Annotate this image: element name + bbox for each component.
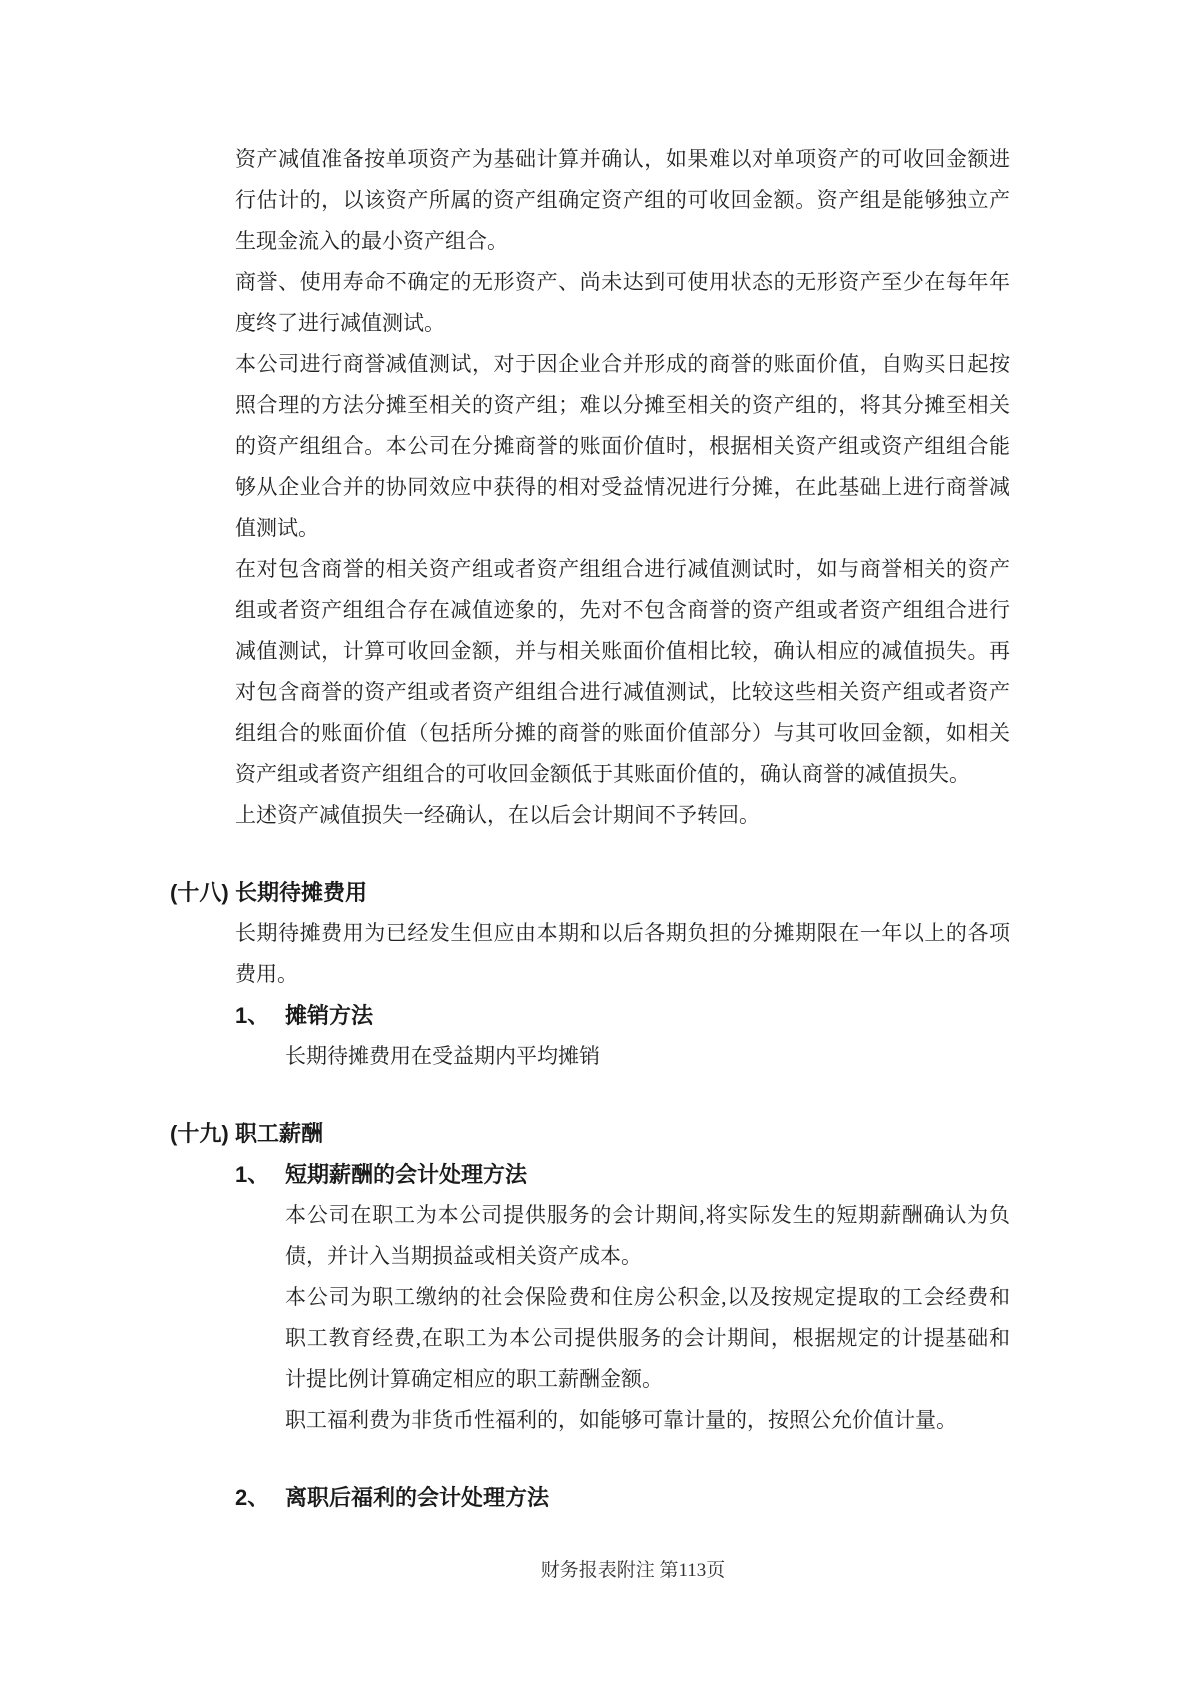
section-label: (十九): [170, 1121, 229, 1146]
item-title: 短期薪酬的会计处理方法: [285, 1162, 528, 1187]
text-line: 的资产组组合。本公司在分摊商誉的账面价值时，根据相关资产组或资产组组合能: [235, 434, 1010, 458]
item-title: 摊销方法: [285, 1003, 374, 1028]
paragraph: [235, 549, 1010, 795]
sub-paragraph: [285, 1277, 1010, 1400]
text-line: 减值测试，计算可收回金额，并与相关账面价值相比较，确认相应的减值损失。再: [235, 639, 1010, 663]
text-line: 够从企业合并的协同效应中获得的相对受益情况进行分摊，在此基础上进行商誉减: [235, 475, 1010, 499]
text-line: 行估计的，以该资产所属的资产组确定资产组的可收回金额。资产组是能够独立产: [235, 188, 1010, 212]
item-number: 2、: [235, 1485, 270, 1510]
text-line: 费用。: [235, 962, 298, 986]
item-number: 1、: [235, 1003, 270, 1028]
text-line: 照合理的方法分摊至相关的资产组；难以分摊至相关的资产组的，将其分摊至相关: [235, 393, 1010, 417]
text-line: 债，并计入当期损益或相关资产成本。: [285, 1244, 642, 1268]
item-title: 离职后福利的会计处理方法: [285, 1485, 550, 1510]
text-line: 本公司为职工缴纳的社会保险费和住房公积金,以及按规定提取的工会经费和: [285, 1285, 1010, 1309]
sub-paragraph: [285, 1400, 1010, 1441]
text-line: 值测试。: [235, 516, 319, 540]
paragraph: [235, 344, 1010, 549]
text-line: 生现金流入的最小资产组合。: [235, 229, 508, 253]
text-line: 职工福利费为非货币性福利的，如能够可靠计量的，按照公允价值计量。: [285, 1408, 957, 1432]
text-line: 对包含商誉的资产组或者资产组组合进行减值测试，比较这些相关资产组或者资产: [235, 680, 1010, 704]
text-line: 长期待摊费用为已经发生但应由本期和以后各期负担的分摊期限在一年以上的各项: [235, 921, 1010, 945]
paragraph: [235, 795, 1010, 836]
numbered-heading: [235, 1154, 1200, 1195]
text-line: 上述资产减值损失一经确认，在以后会计期间不予转回。: [235, 803, 760, 827]
text-line: 计提比例计算确定相应的职工薪酬金额。: [285, 1367, 663, 1391]
page-footer: 财务报表附注 第113页: [540, 1560, 726, 1581]
numbered-heading: [235, 995, 1200, 1036]
text-line: 本公司在职工为本公司提供服务的会计期间,将实际发生的短期薪酬确认为负: [285, 1203, 1010, 1227]
text-line: 组组合的账面价值（包括所分摊的商誉的账面价值部分）与其可收回金额，如相关: [235, 721, 1010, 745]
text-line: 长期待摊费用在受益期内平均摊销: [285, 1044, 600, 1068]
section-label: (十八): [170, 880, 229, 905]
section-heading: [170, 1113, 1200, 1154]
numbered-heading: [235, 1477, 1200, 1518]
section-heading: [170, 872, 1200, 913]
section-title: 职工薪酬: [235, 1121, 324, 1146]
sub-paragraph: [285, 1036, 1010, 1077]
text-line: 职工教育经费,在职工为本公司提供服务的会计期间，根据规定的计提基础和: [285, 1326, 1010, 1350]
text-line: 资产减值准备按单项资产为基础计算并确认，如果难以对单项资产的可收回金额进: [235, 147, 1010, 171]
paragraph: [235, 913, 1010, 995]
text-line: 度终了进行减值测试。: [235, 311, 445, 335]
sub-paragraph: [285, 1195, 1010, 1277]
section-title: 长期待摊费用: [235, 880, 368, 905]
paragraph: [235, 139, 1010, 262]
item-number: 1、: [235, 1162, 270, 1187]
text-line: 商誉、使用寿命不确定的无形资产、尚未达到可使用状态的无形资产至少在每年年: [235, 270, 1010, 294]
text-line: 本公司进行商誉减值测试，对于因企业合并形成的商誉的账面价值，自购买日起按: [235, 352, 1010, 376]
paragraph: [235, 262, 1010, 344]
text-line: 组或者资产组组合存在减值迹象的，先对不包含商誉的资产组或者资产组组合进行: [235, 598, 1010, 622]
text-line: 在对包含商誉的相关资产组或者资产组组合进行减值测试时，如与商誉相关的资产: [235, 557, 1010, 581]
text-line: 资产组或者资产组组合的可收回金额低于其账面价值的，确认商誉的减值损失。: [235, 762, 970, 786]
